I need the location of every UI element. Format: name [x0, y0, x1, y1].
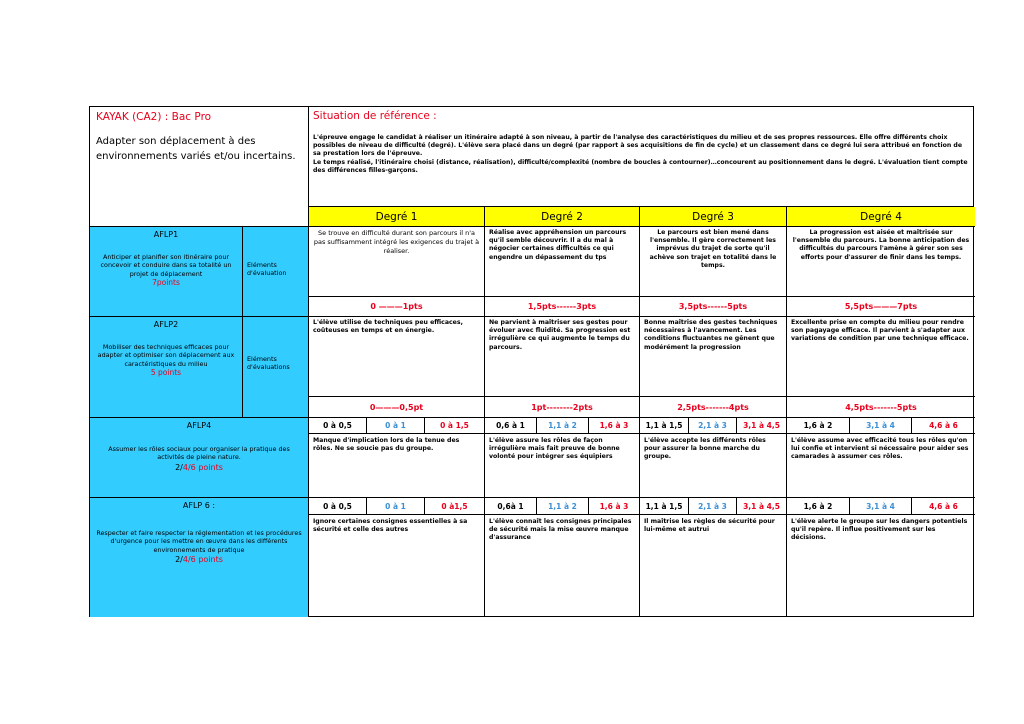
aflp4-range: 0 à 0,5	[309, 418, 367, 434]
aflp1-degree3-text: Le parcours est bien mené dans l'ensemble. Il gère correctement les imprévus du trajet de sorte qu'il achève son trajet en totalité dans le temps.	[640, 227, 787, 297]
aflp4-degree3-text: L'élève accepte les différents rôles pour assurer la bonne marche du groupe.	[640, 434, 787, 498]
aflp6-range: 1,6 à 3	[589, 498, 640, 515]
aflp4-points	[96, 462, 302, 473]
aflp6-points-part-a: 2/	[175, 555, 183, 565]
aflp1-code: AFLP1	[153, 230, 179, 239]
aflp6-degree2-text: L'élève connaît les consignes principales de sécurité mais la mise œuvre manque d'assurance	[485, 515, 640, 617]
aflp4-range: 1,1 à 2	[537, 418, 589, 434]
aflp2-points: 5 points	[150, 368, 182, 378]
aflp2-degree1-text: L'élève utilise de techniques peu efficaces, coûteuses en temps et en énergie.	[309, 317, 485, 397]
aflp4-range: 0 à 1	[367, 418, 425, 434]
aflp6-degree1-text: Ignore certaines consignes essentielles à sa sécurité et celle des autres	[309, 515, 485, 617]
aflp6-range: 2,1 à 3	[689, 498, 737, 515]
evaluation-grid	[89, 106, 974, 617]
aflp6-range: 0,6à 1	[485, 498, 537, 515]
aflp2-degree4-text: Excellente prise en compte du milieu pour rendre son pagayage efficace. Il parvient à s'adapter aux variations de condition par une technique efficace.	[787, 317, 975, 397]
aflp6-degree4-text: L'élève alerte le groupe sur les dangers potentiels qu'il repère. Il influe positivement sur les décisions.	[791, 518, 968, 542]
situation-paragraph-1: L'épreuve engage le candidat à réaliser un itinéraire adapté à son niveau, à partir de l'analyse des caractéristiques du milieu et de ses propres ressources. Elle offre différents choix possibles de niveau de difficulté (degré). L'élève sera placé dans un degré (par rapport à ses acquisitions de fin de cycle) et un classement dans ce degré lui sera attribué en fonction de sa prestation lors de l'épreuve.	[313, 134, 963, 158]
aflp4-range: 1,6 à 2	[787, 418, 850, 434]
aflp6-range: 3,1 à 4	[850, 498, 912, 515]
aflp4-range: 1,6 à 3	[589, 418, 640, 434]
aflp4-points-part-b: 4	[182, 462, 188, 472]
aflp2-description: Mobiliser des techniques efficaces pour adapter et optimiser son déplacement aux caractéristiques du milieu	[97, 343, 235, 368]
aflp6-range: 1,1 à 2	[537, 498, 589, 515]
aflp2-degree3-text: Bonne maîtrise des gestes techniques nécessaires à l'avancement. Les conditions fluctuantes ne gênent que modérément la progression	[640, 317, 787, 397]
aflp4-range: 0,6 à 1	[485, 418, 537, 434]
aflp2-degree2-score: 1pt--------2pts	[485, 397, 640, 418]
aflp1-degree2-text: Réalise avec appréhension un parcours qu'il semble découvrir. Il a du mal à négocier certaines difficultés ce qui engendre un dépassement du tps	[485, 227, 640, 297]
aflp6-range: 3,1 à 4,5	[737, 498, 787, 515]
aflp4-range: 2,1 à 3	[689, 418, 737, 434]
aflp6-range: 1,6 à 2	[787, 498, 850, 515]
degree-1-header: Degré 1	[309, 207, 485, 227]
aflp4-points-part-c: /6 points	[187, 462, 223, 472]
aflp2-elements-label: Eléments d'évaluations	[247, 355, 290, 372]
aflp1-degree2-score: 1,5pts------3pts	[485, 297, 640, 317]
aflp4-code: AFLP4	[186, 421, 212, 430]
degree-4-header: Degré 4	[787, 207, 975, 227]
aflp1-degree1-score: 0 ———1pts	[309, 297, 485, 317]
aflp4-range: 0 à 1,5	[425, 418, 485, 434]
situation-title: Situation de référence :	[313, 110, 437, 122]
aflp6-points-part-b: 4	[182, 555, 188, 565]
aflp6-range: 1,1 à 1,5	[640, 498, 689, 515]
aflp2-degree1-score: 0———0,5pt	[309, 397, 485, 418]
aflp4-range: 3,1 à 4	[850, 418, 912, 434]
aflp1-elements-label: Eléments d'évaluation	[247, 261, 287, 278]
aflp2-degree3-score: 2,5pts-------4pts	[640, 397, 787, 418]
aflp6-code: AFLP 6 :	[182, 501, 216, 510]
aflp4-description: Assumer les rôles sociaux pour organiser la pratique des activités de pleine nature.	[108, 445, 290, 462]
aflp2-elements	[243, 317, 309, 418]
aflp4-block	[90, 418, 309, 498]
aflp4-points-part-a: 2/	[175, 462, 183, 472]
aflp4-degree2-text: L'élève assure les rôles de façon irrégulière mais fait preuve de bonne volonté pour intégrer ses équipiers	[485, 434, 640, 498]
situation-paragraph-2: Le temps réalisé, l'itinéraire choisi (distance, réalisation), difficulté/complexité (nombre de boucles à contourner)…concourent au positionnement dans le degré. L'évaluation tient compte des différences filles-garçons.	[313, 158, 968, 174]
degree-3-header: Degré 3	[640, 207, 787, 227]
aflp2-degree2-text: Ne parvient à maîtriser ses gestes pour évoluer avec fluidité. Sa progression est irrégulière ce qui augmente le temps du parcours.	[485, 317, 640, 397]
aflp1-degree4-score: 5,5pts———7pts	[787, 297, 975, 317]
aflp1-description: Anticiper et planifier son itinéraire pour concevoir et conduire dans sa totalité un projet de déplacement	[100, 253, 232, 278]
aflp6-points-part-c: /6 points	[187, 555, 223, 565]
degree-2-header: Degré 2	[485, 207, 640, 227]
aflp6-range: 0 à 0,5	[309, 498, 367, 515]
aflp6-points	[96, 554, 302, 565]
aflp6-block	[90, 498, 309, 617]
aflp1-elements	[243, 227, 309, 317]
aflp1-points: 7points	[152, 278, 180, 288]
aflp6-degree3-text: Il maîtrise les règles de sécurité pour lui-même et autrui	[640, 515, 787, 617]
aflp6-description: Respecter et faire respecter la réglementation et les procédures d'urgence pour les mettre en œuvre dans les différents environnements de pratique	[96, 529, 302, 554]
aflp4-degree1-text: Manque d'implication lors de la tenue des rôles. Ne se soucie pas du groupe.	[309, 434, 485, 498]
aflp1-degree1-text: Se trouve en difficulté durant son parcours il n'a pas suffisamment intégré les exigences du trajet à réaliser.	[309, 227, 485, 297]
aflp1-block	[90, 227, 243, 317]
aflp6-range: 4,6 à 6	[912, 498, 975, 515]
aflp6-range: 0 à 1	[367, 498, 425, 515]
header-left	[90, 107, 309, 227]
grid-title: KAYAK (CA2) : Bac Pro	[96, 111, 212, 123]
aflp1-degree4-text: La progression est aisée et maîtrisée sur l'ensemble du parcours. La bonne anticipation des difficultés du parcours l'amène à gérer son ses efforts pour d'assurer de finir dans les temps.	[787, 227, 975, 297]
aflp1-degree3-score: 3,5pts------5pts	[640, 297, 787, 317]
aflp4-range: 4,6 à 6	[912, 418, 975, 434]
aflp2-code: AFLP2	[153, 320, 179, 329]
aflp4-range: 3,1 à 4,5	[737, 418, 787, 434]
aflp4-range: 1,1 à 1,5	[640, 418, 689, 434]
grid-subtitle: Adapter son déplacement à des environnements variés et/ou incertains.	[96, 136, 296, 162]
aflp6-range: 0 à1,5	[425, 498, 485, 515]
aflp2-block	[90, 317, 243, 418]
aflp2-degree4-score: 4,5pts-------5pts	[787, 397, 975, 418]
aflp4-degree4-text: L'élève assume avec efficacité tous les rôles qu'on lui confie et intervient si nécessaire pour aider ses camarades à assumer ces rôles.	[787, 434, 975, 498]
situation-reference	[309, 107, 974, 207]
